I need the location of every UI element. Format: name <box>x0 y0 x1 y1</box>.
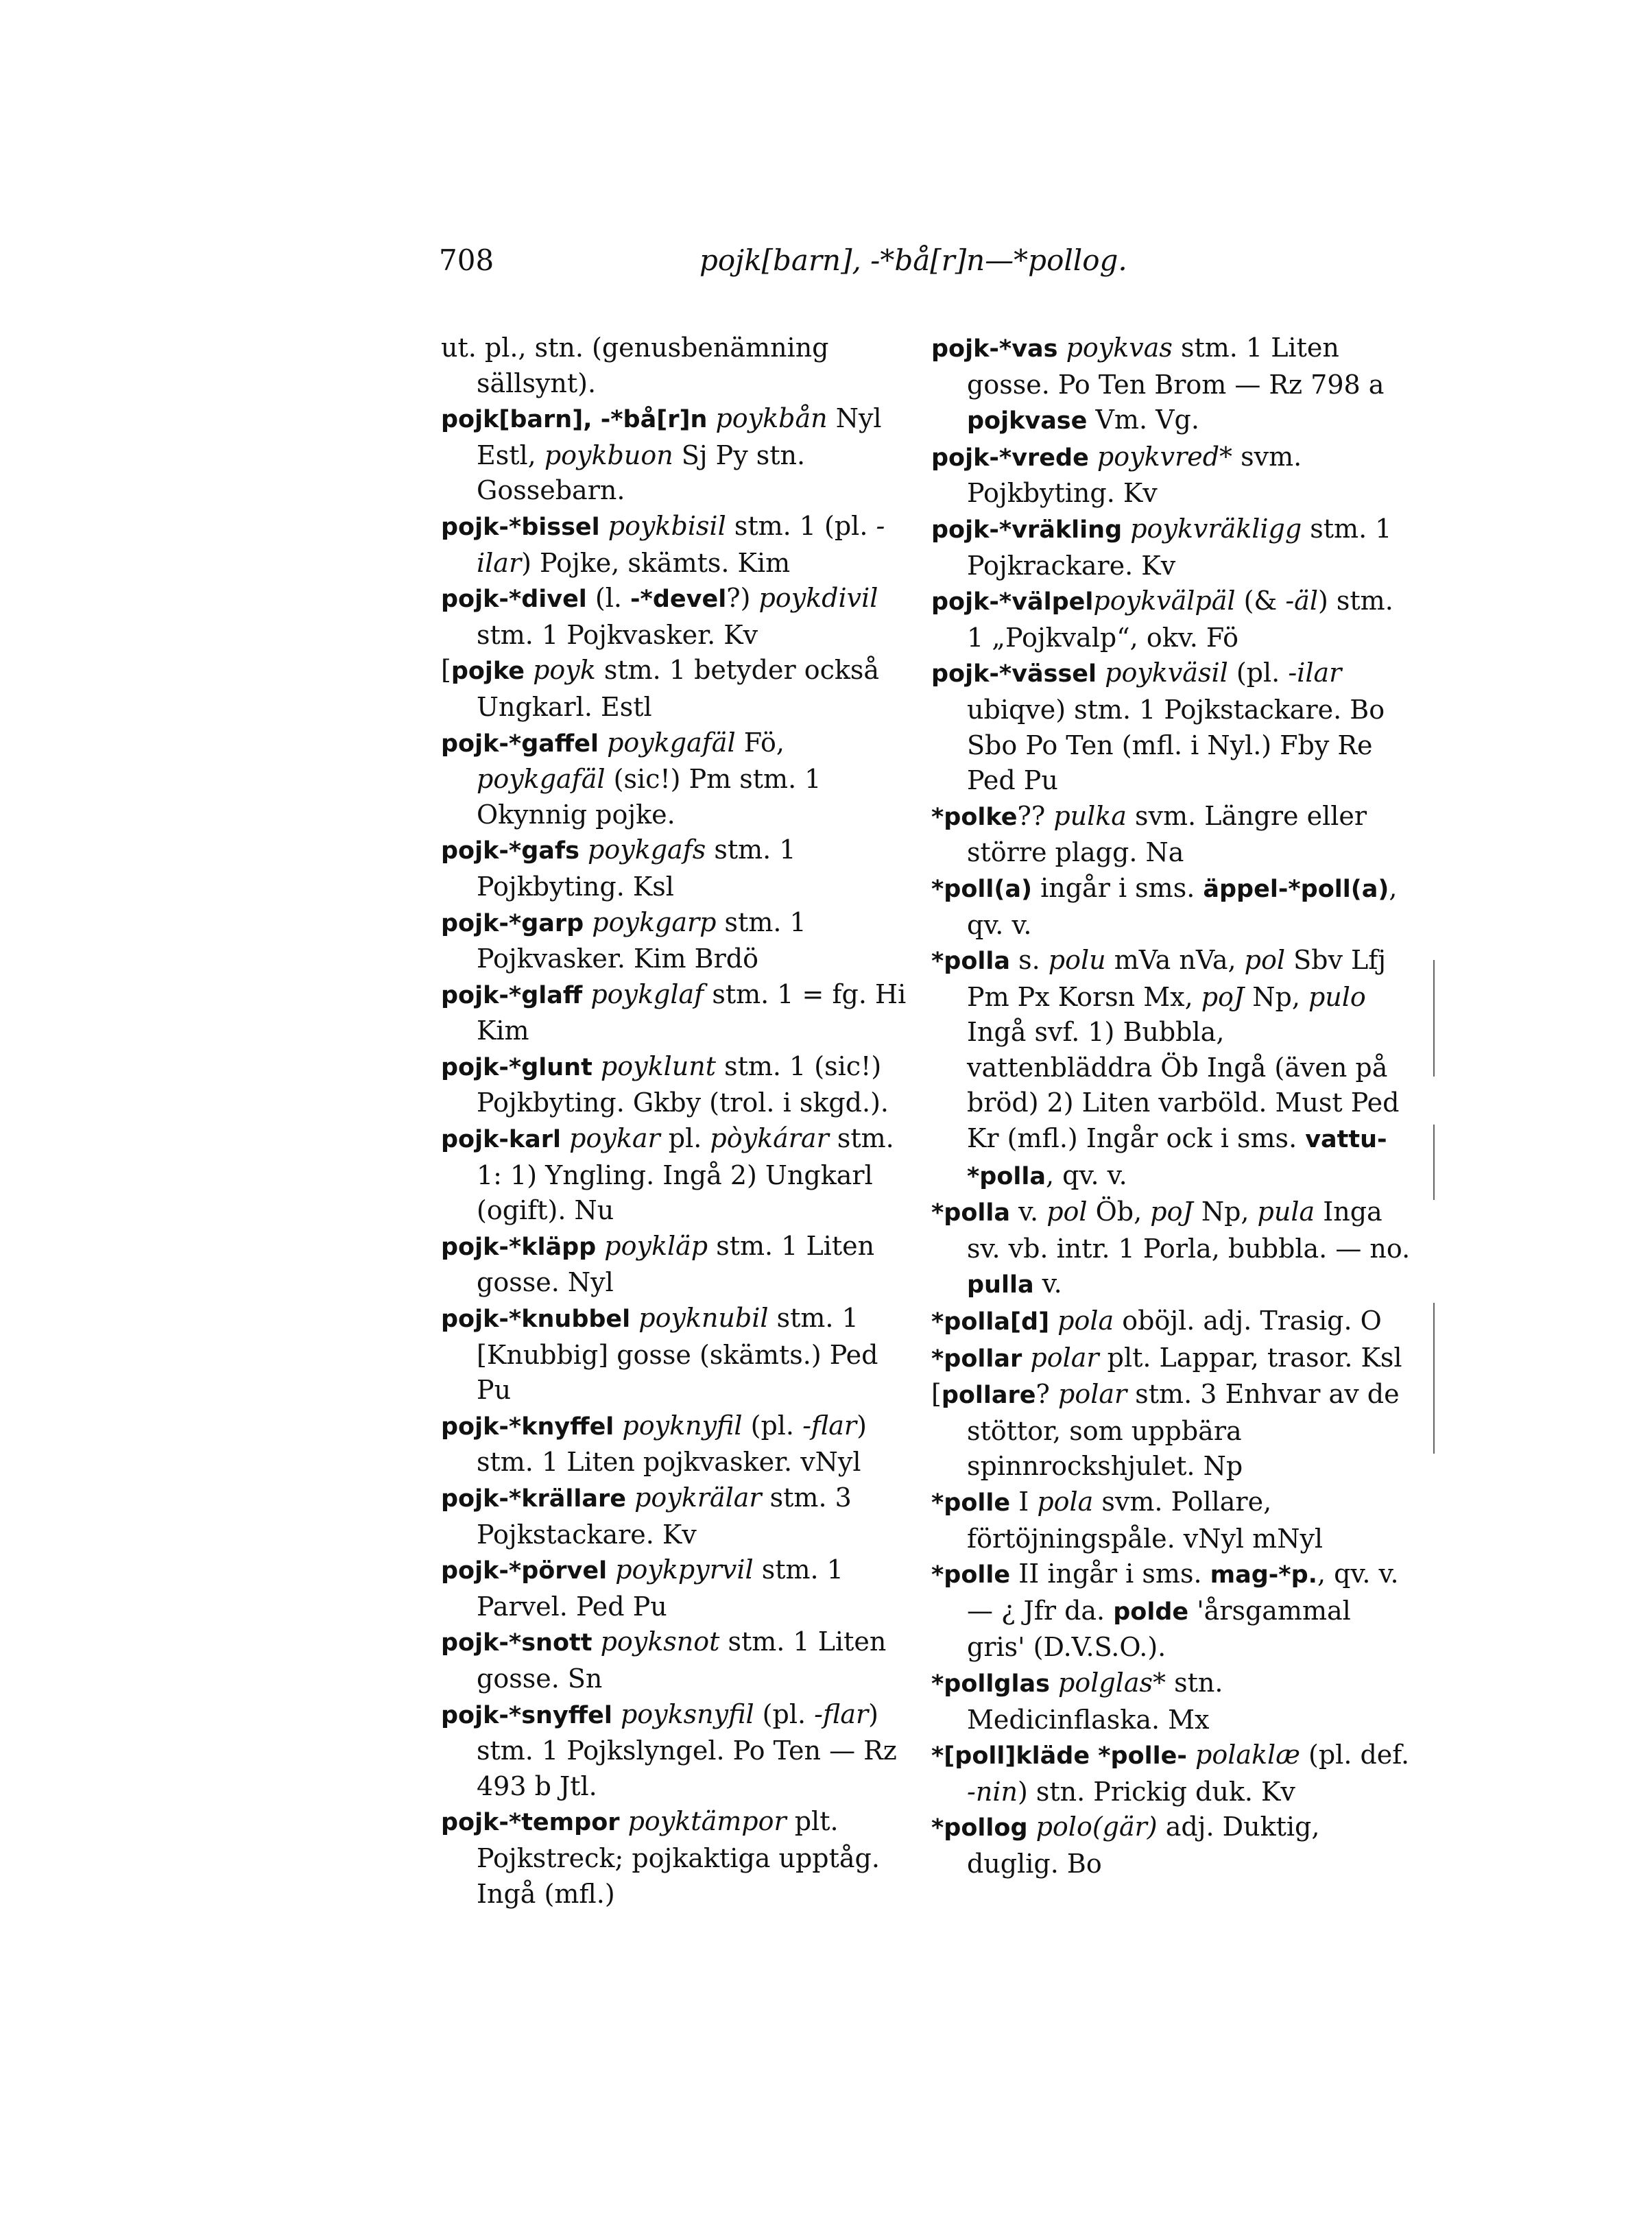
definition-text: [ <box>931 1379 942 1410</box>
margin-rule <box>1433 1303 1435 1454</box>
dictionary-entry <box>931 1666 1411 1738</box>
phonetic-form: poyklunt <box>600 1050 716 1081</box>
definition-text: , qv. v. <box>967 872 1398 940</box>
dictionary-entry <box>441 832 907 904</box>
definition-text: stm. 1 Pojkbyting. Ksl <box>477 834 796 902</box>
phonetic-form: pula <box>1257 1197 1315 1227</box>
definition-text: (sic!) Pm stm. 1 Okynnig pojke. <box>477 764 822 830</box>
definition-text: ) Pojke, skämts. Kim <box>521 547 791 578</box>
phonetic-form: poyktämpor <box>627 1806 787 1837</box>
definition-text <box>599 728 607 758</box>
dictionary-entry <box>931 584 1411 656</box>
headword: pollare <box>941 1382 1036 1410</box>
definition-text <box>614 1410 622 1441</box>
dictionary-entry <box>441 509 907 581</box>
definition-text <box>707 403 715 433</box>
definition-text: oböjl. adj. Trasig. O <box>1114 1306 1382 1336</box>
phonetic-form: poykglaf <box>590 978 704 1009</box>
headword: *polle <box>931 1561 1011 1589</box>
phonetic-form: polar <box>1030 1342 1099 1373</box>
phonetic-form: poyknyfil <box>622 1410 743 1441</box>
phonetic-form: -flar <box>802 1410 857 1441</box>
dictionary-entry <box>441 1301 907 1408</box>
definition-text: stm. 1 Liten gosse. Sn <box>477 1626 887 1694</box>
phonetic-form: pola <box>1057 1306 1114 1336</box>
headword: pojk-*garp <box>441 909 584 937</box>
phonetic-form: pola <box>1037 1487 1094 1517</box>
definition-text <box>1097 658 1105 688</box>
definition-text: II ingår i sms. <box>1010 1559 1210 1589</box>
dictionary-entry <box>441 1229 907 1301</box>
page-header <box>439 243 1351 285</box>
phonetic-form: pòykárar <box>710 1123 829 1154</box>
definition-text <box>596 1231 604 1261</box>
definition-text: (pl. def. <box>1300 1740 1410 1770</box>
dictionary-entry <box>441 977 907 1049</box>
phonetic-form: pol <box>1244 945 1286 976</box>
definition-text: Nyl Estl, <box>477 403 882 470</box>
dictionary-entry <box>931 799 1411 871</box>
dictionary-entry <box>931 1485 1411 1557</box>
headword: pojk-*glaff <box>441 981 583 1009</box>
dictionary-entry <box>441 1804 907 1912</box>
headword: pojk-*vässel <box>931 660 1097 688</box>
dictionary-entry <box>441 1121 907 1229</box>
definition-text <box>561 1123 569 1153</box>
phonetic-form: poykrälar <box>634 1482 762 1513</box>
definition-text: stm. 1: 1) Yngling. Ingå 2) Ungkarl (ogift). Nu <box>477 1123 894 1226</box>
definition-text <box>1089 442 1097 472</box>
definition-text: , qv. v. — ¿ Jfr da. <box>967 1559 1399 1626</box>
dictionary-entry <box>441 1552 907 1624</box>
headword: pojk-*snott <box>441 1629 592 1657</box>
headword: pojk-*tempor <box>441 1809 620 1837</box>
definition-text: stm. 1 Pojkvasker. Kim Brdö <box>477 906 806 974</box>
phonetic-form: poJ <box>1150 1197 1193 1227</box>
dictionary-entry <box>931 1194 1411 1303</box>
phonetic-form: -flar <box>814 1698 869 1729</box>
headword: *polke <box>931 803 1018 831</box>
dictionary-entry <box>441 1624 907 1696</box>
definition-text: stm. 3 Enhvar av de stöttor, som uppbära spinnrockshjulet. Np <box>967 1379 1400 1482</box>
definition-text: ?? <box>1017 800 1054 831</box>
definition-text <box>1187 1740 1195 1770</box>
phonetic-form: polu <box>1048 945 1106 976</box>
definition-text: stm. 1 Liten gosse. Po Ten Brom — Rz 798 a <box>967 333 1385 400</box>
headword: pojk-*kläpp <box>441 1233 597 1261</box>
phonetic-form: pulka <box>1053 800 1127 831</box>
headword: pojkvase <box>967 407 1088 435</box>
definition-text: Öb, <box>1087 1197 1151 1227</box>
dictionary-entry <box>931 943 1411 1194</box>
definition-text: svm. Pollare, förtöjningspåle. vNyl mNyl <box>967 1487 1324 1554</box>
headword: pojk-*pörvel <box>441 1557 608 1585</box>
definition-text: stm. 1 = fg. Hi Kim <box>477 978 907 1046</box>
definition-text <box>1057 333 1066 363</box>
definition-text: [ <box>441 655 451 686</box>
phonetic-form: poykväsil <box>1105 658 1228 688</box>
definition-text: stm. 3 Pojkstackare. Kv <box>477 1482 852 1550</box>
headword: pojk-*välpel <box>931 588 1094 616</box>
definition-text: Np, <box>1193 1197 1258 1227</box>
dictionary-entry <box>441 401 907 509</box>
definition-text: ) stm. 1 „Pojkvalp“, okv. Fö <box>967 586 1393 653</box>
definition-text: ingår i sms. <box>1032 872 1204 903</box>
headword: pojk-*krällare <box>441 1485 626 1513</box>
definition-text: Sj Py stn. Gossebarn. <box>477 440 806 506</box>
definition-text: stm. 1 Pojkvasker. Kv <box>477 619 758 650</box>
headword: pojk-*vrede <box>931 444 1089 472</box>
definition-text: ) stm. 1 Liten pojkvasker. vNyl <box>477 1410 867 1478</box>
definition-text: Ingå svf. 1) Bubbla, vattenbläddra Öb Ingå (även på bröd) 2) Liten varböld. Must Ped Kr (mfl.) Ingår ock i sms. <box>967 1017 1400 1154</box>
dictionary-entry <box>441 331 907 401</box>
headword: *pollglas <box>931 1670 1050 1698</box>
definition-text: s. <box>1010 945 1049 976</box>
headword: *polla[d] <box>931 1308 1050 1336</box>
definition-text: ubiqve) stm. 1 Pojkstackare. Bo Sbo Po Ten (mfl. i Nyl.) Fby Re Ped Pu <box>967 694 1385 796</box>
definition-text: Np, <box>1244 981 1308 1012</box>
phonetic-form: poykbån <box>715 403 828 434</box>
headword: pojke <box>451 658 525 686</box>
phonetic-form: poykar <box>569 1123 660 1154</box>
headword: pojk-*knyffel <box>441 1413 614 1441</box>
phonetic-form: poyknubil <box>638 1303 769 1334</box>
dictionary-entry <box>931 1303 1411 1341</box>
definition-text <box>582 979 590 1009</box>
headword: pojk-*divel <box>441 586 587 614</box>
definition-text: stm. 1 Parvel. Ped Pu <box>477 1554 843 1622</box>
definition-text: ) stm. 1 Pojkslyngel. Po Ten — Rz 493 b Jtl. <box>477 1698 897 1801</box>
definition-text: stm. 1 (pl. <box>726 510 876 541</box>
dictionary-entry <box>931 1557 1411 1666</box>
phonetic-form: poyk <box>533 655 596 686</box>
definition-text <box>626 1482 634 1513</box>
headword: pojk-*knubbel <box>441 1306 631 1334</box>
dictionary-entry <box>931 331 1411 440</box>
dictionary-entry <box>441 725 907 833</box>
definition-text: ?) <box>726 583 759 614</box>
headword: pojk-*bissel <box>441 513 600 541</box>
phonetic-form: poykvräkligg <box>1130 513 1302 544</box>
headword: mag-*p. <box>1210 1561 1317 1589</box>
headword: *polla <box>931 948 1011 976</box>
phonetic-form: poykgafäl <box>477 764 606 795</box>
definition-text: I <box>1010 1487 1038 1517</box>
dictionary-entry <box>931 512 1411 584</box>
phonetic-form: pol <box>1046 1197 1088 1227</box>
margin-rule <box>1433 960 1435 1077</box>
definition-text: stm. 1 [Knubbig] gosse (skämts.) Ped Pu <box>477 1303 878 1406</box>
definition-text <box>592 1626 600 1657</box>
page-number: 708 <box>439 243 494 277</box>
headword: *pollar <box>931 1345 1022 1373</box>
phonetic-form: poykdivil <box>758 583 878 614</box>
dictionary-entry <box>441 1697 907 1805</box>
definition-text: pl. <box>660 1123 710 1154</box>
headword: pojk-*gafs <box>441 837 579 865</box>
definition-text: v. <box>1010 1197 1047 1227</box>
phonetic-form: -ilar <box>1288 658 1342 688</box>
phonetic-form: poykgarp <box>592 906 717 937</box>
dictionary-entry <box>931 1810 1411 1882</box>
headword: *pollog <box>931 1814 1028 1842</box>
definition-text: plt. Lappar, trasor. Ksl <box>1099 1342 1402 1373</box>
phonetic-form: polglas* <box>1058 1667 1166 1698</box>
phonetic-form: poykvred* <box>1097 441 1233 472</box>
definition-text: svm. Pojkbyting. Kv <box>967 441 1302 509</box>
dictionary-entry <box>441 905 907 977</box>
headword: pojk-karl <box>441 1126 562 1154</box>
definition-text <box>1028 1812 1036 1842</box>
phonetic-form: poJ <box>1201 981 1245 1012</box>
phonetic-form: polaklæ <box>1195 1740 1300 1770</box>
definition-text <box>1050 1668 1058 1698</box>
definition-text: (pl. <box>754 1698 815 1729</box>
headword: pojk-*glunt <box>441 1053 592 1081</box>
headword: -*devel <box>630 586 727 614</box>
dictionary-entry <box>441 1408 907 1480</box>
headword: pojk[barn], -*bå[r]n <box>441 406 708 434</box>
dictionary-entry <box>441 1480 907 1552</box>
definition-text <box>612 1699 621 1729</box>
phonetic-form: poyksnot <box>600 1626 720 1657</box>
phonetic-form: poykbuon <box>544 440 673 470</box>
headword: *polla <box>931 1199 1011 1227</box>
definition-text <box>620 1806 628 1836</box>
definition-text: plt. Pojkstreck; pojkaktiga upptåg. Ingå (mfl.) <box>477 1806 880 1909</box>
phonetic-form: -ilar <box>477 510 885 578</box>
definition-text: ut. pl., stn. (genusbenämning sällsynt). <box>441 333 829 398</box>
definition-text: stm. 1 betyder också Ungkarl. Estl <box>477 655 880 722</box>
headword: polde <box>1113 1598 1189 1626</box>
definition-text: stm. 1 Liten gosse. Nyl <box>477 1230 875 1298</box>
dictionary-entry <box>931 1341 1411 1378</box>
phonetic-form: poyksnyfil <box>620 1698 754 1729</box>
definition-text: Inga sv. vb. intr. 1 Porla, bubbla. — no. <box>967 1197 1411 1264</box>
definition-text <box>584 907 592 937</box>
definition-text: stm. 1 (sic!) Pojkbyting. Gkby (trol. i skgd.). <box>477 1050 889 1118</box>
dictionary-entry <box>931 871 1411 943</box>
headword: äppel-*poll(a) <box>1203 875 1389 903</box>
definition-text: Fö, <box>735 727 785 758</box>
phonetic-form: poykgafäl <box>607 727 736 758</box>
headword: pojk-*snyffel <box>441 1701 612 1729</box>
headword: pulla <box>967 1271 1034 1299</box>
definition-text <box>579 834 588 865</box>
phonetic-form: -nin <box>967 1776 1018 1807</box>
left-column <box>441 331 907 1912</box>
definition-text: ) stn. Prickig duk. Kv <box>1017 1776 1295 1807</box>
dictionary-entry <box>931 656 1411 798</box>
dictionary-entry <box>931 1377 1411 1485</box>
phonetic-form: pulo <box>1308 981 1366 1012</box>
phonetic-form: -äl <box>1285 586 1318 616</box>
definition-text <box>1049 1306 1057 1336</box>
definition-text <box>1122 514 1130 544</box>
headword: *[poll]kläde *polle- <box>931 1742 1187 1770</box>
headword: pojk-*vräkling <box>931 516 1123 544</box>
definition-text <box>607 1554 615 1585</box>
dictionary-entry <box>441 1049 907 1121</box>
phonetic-form: poykläp <box>604 1230 708 1261</box>
definition-text: svm. Längre eller större plagg. Na <box>967 800 1367 868</box>
definition-text: Vm. Vg. <box>1087 405 1199 435</box>
dictionary-entry <box>441 581 907 653</box>
running-head: pojk[barn], -*bå[r]n—*pollog. <box>699 243 1127 277</box>
definition-text: Sbv Lfj Pm Px Korsn Mx, <box>967 945 1387 1012</box>
phonetic-form: polar <box>1058 1379 1127 1410</box>
definition-text <box>592 1051 601 1081</box>
definition-text <box>600 511 608 541</box>
definition-text: adj. Duktig, duglig. Bo <box>967 1812 1320 1879</box>
right-column <box>931 331 1411 1882</box>
dictionary-entry <box>931 440 1411 512</box>
definition-text: ? <box>1036 1379 1058 1410</box>
definition-text: (& <box>1235 586 1286 616</box>
definition-text <box>525 655 533 685</box>
dictionary-entry <box>441 653 907 725</box>
definition-text <box>630 1303 638 1333</box>
definition-text: (pl. <box>742 1410 803 1441</box>
phonetic-form: poykgafs <box>588 834 706 865</box>
definition-text: stm. 1 Pojkrackare. Kv <box>967 513 1392 581</box>
definition-text: , qv. v. <box>1046 1159 1127 1190</box>
headword: *poll(a) <box>931 875 1033 903</box>
definition-text: v. <box>1033 1269 1062 1299</box>
definition-text: (pl. <box>1228 658 1289 688</box>
margin-rule <box>1433 1125 1435 1200</box>
phonetic-form: poykpyrvil <box>615 1554 754 1585</box>
definition-text: mVa nVa, <box>1105 945 1245 976</box>
phonetic-form: poykvas <box>1066 333 1173 363</box>
phonetic-form: polo(gär) <box>1036 1812 1158 1842</box>
definition-text: 'årsgammal gris' (D.V.S.O.). <box>967 1595 1351 1663</box>
definition-text: stn. Medicinflaska. Mx <box>967 1667 1223 1735</box>
headword: vattu-*polla <box>967 1126 1387 1190</box>
phonetic-form: poykbisil <box>608 510 726 541</box>
definition-text: (l. <box>586 583 631 614</box>
headword: *polle <box>931 1489 1011 1517</box>
headword: pojk-*vas <box>931 335 1058 363</box>
phonetic-form: poykvälpäl <box>1093 586 1236 616</box>
headword: pojk-*gaffel <box>441 730 599 758</box>
definition-text <box>1022 1343 1030 1373</box>
dictionary-entry <box>931 1738 1411 1810</box>
